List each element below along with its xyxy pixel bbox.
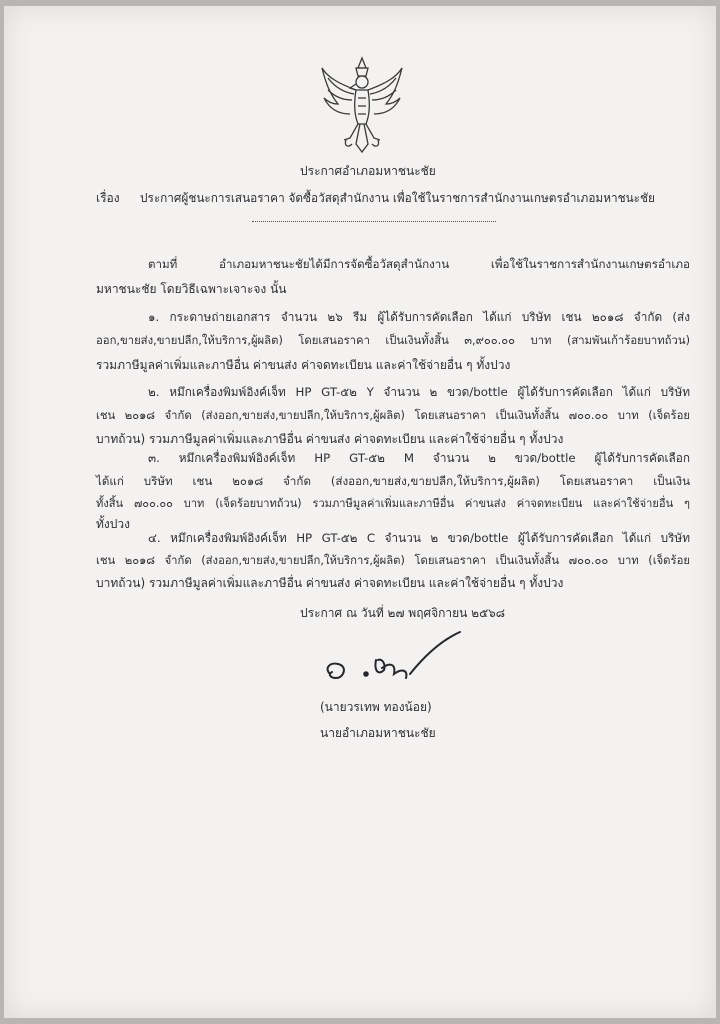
item-3-line: ทั้งปวง: [96, 517, 130, 531]
item-2-line: ๒. หมึกเครื่องพิมพ์อิงค์เจ็ท HP GT-๕๒ Y จำนวน ๒ ขวด/bottle ผู้ได้รับการคัดเลือก ได้แก่ บริษัท: [148, 385, 690, 399]
item-1-line: รวมภาษีมูลค่าเพิ่มและภาษีอื่น ค่าขนส่ง ค่าจดทะเบียน และค่าใช้จ่ายอื่น ๆ ทั้งปวง: [96, 358, 511, 372]
item-2-line: บาทถ้วน) รวมภาษีมูลค่าเพิ่มและภาษีอื่น ค่าขนส่ง ค่าจดทะเบียน และค่าใช้จ่ายอื่น ๆ ทั้งปวง: [96, 432, 564, 446]
item-2-line: เชน ๒๐๑๘ จำกัด (ส่งออก,ขายส่ง,ขายปลีก,ให้บริการ,ผู้ผลิต) โดยเสนอราคา เป็นเงินทั้งสิ้น ๗๐๐.๐๐ บาท (เจ็ดร้อย: [96, 409, 690, 422]
subject-label: เรื่อง: [96, 191, 120, 205]
item-1-line: ออก,ขายส่ง,ขายปลีก,ให้บริการ,ผู้ผลิต) โดยเสนอราคา เป็นเงินทั้งสิ้น ๓,๙๐๐.๐๐ บาท (สามพันเก้าร้อยบาทถ้วน): [96, 334, 690, 347]
announce-date: ประกาศ ณ วันที่ ๒๗ พฤศจิกายน ๒๕๖๘: [300, 606, 506, 620]
item-1-line: ๑. กระดาษถ่ายเอกสาร จำนวน ๒๖ รีม ผู้ได้รับการคัดเลือก ได้แก่ บริษัท เชน ๒๐๑๘ จำกัด (ส่ง: [148, 310, 690, 324]
item-4-line: บาทถ้วน) รวมภาษีมูลค่าเพิ่มและภาษีอื่น ค่าขนส่ง ค่าจดทะเบียน และค่าใช้จ่ายอื่น ๆ ทั้งปวง: [96, 576, 564, 590]
garuda-emblem: [320, 54, 404, 154]
document-page: [4, 6, 716, 1018]
item-3-line: ๓. หมึกเครื่องพิมพ์อิงค์เจ็ท HP GT-๕๒ M จำนวน ๒ ขวด/bottle ผู้ได้รับการคัดเลือก: [148, 451, 690, 465]
document-title: ประกาศอำเภอมหาชนะชัย: [300, 164, 436, 178]
item-3-line: ทั้งสิ้น ๗๐๐.๐๐ บาท (เจ็ดร้อยบาทถ้วน) รวมภาษีมูลค่าเพิ่มและภาษีอื่น ค่าขนส่ง ค่าจดทะเบียน และค่าใช้จ่ายอื่น ๆ: [96, 497, 690, 510]
item-4-line: ๔. หมึกเครื่องพิมพ์อิงค์เจ็ท HP GT-๕๒ C จำนวน ๒ ขวด/bottle ผู้ได้รับการคัดเลือก ได้แก่ บริษัท: [148, 531, 690, 545]
item-3-line: ได้แก่ บริษัท เชน ๒๐๑๘ จำกัด (ส่งออก,ขายส่ง,ขายปลีก,ให้บริการ,ผู้ผลิต) โดยเสนอราคา เป็นเงิน: [96, 474, 690, 488]
subject-text: ประกาศผู้ชนะการเสนอราคา จัดซื้อวัสดุสำนักงาน เพื่อใช้ในราชการสำนักงานเกษตรอำเภอมหาชนะชัย: [140, 191, 655, 205]
separator-dots: [252, 221, 496, 222]
intro-line: มหาชนะชัย โดยวิธีเฉพาะเจาะจง นั้น: [96, 282, 287, 296]
signature: [322, 630, 472, 690]
signer-name: (นายวรเทพ ทองน้อย): [320, 700, 432, 714]
item-4-line: เชน ๒๐๑๘ จำกัด (ส่งออก,ขายส่ง,ขายปลีก,ให้บริการ,ผู้ผลิต) โดยเสนอราคา เป็นเงินทั้งสิ้น ๗๐๐.๐๐ บาท (เจ็ดร้อย: [96, 554, 690, 567]
signer-position: นายอำเภอมหาชนะชัย: [320, 726, 436, 740]
intro-line: ตามที่ อำเภอมหาชนะชัยได้มีการจัดซื้อวัสดุสำนักงาน เพื่อใช้ในราชการสำนักงานเกษตรอำเภอ: [148, 257, 690, 271]
